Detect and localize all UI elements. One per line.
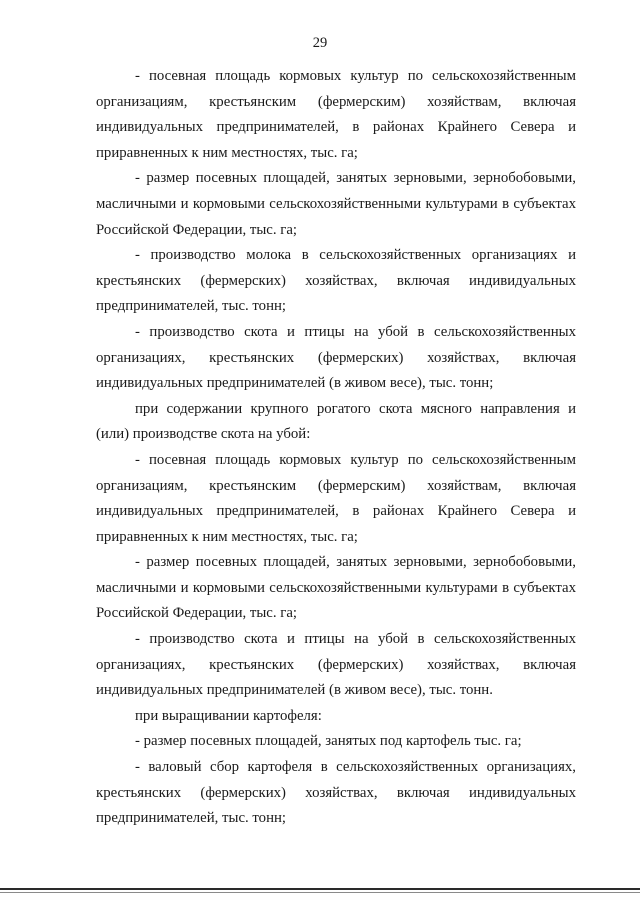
paragraph: - валовый сбор картофеля в сельскохозяйственных организациях, крестьянских (фермерских) хозяйствах, включая индивидуальных предпринимателей, тыс. тонн; [96,759,576,827]
paragraph: - производство скота и птицы на убой в сельскохозяйственных организациях, крестьянских (фермерских) хозяйствах, включая индивидуальных предпринимателей (в живом весе), тыс. тонн; [96,323,576,392]
paragraph: - производство молока в сельскохозяйственных организациях и крестьянских (фермерских) хозяйствах, включая индивидуальных предпринимателей, тыс. тонн; [96,247,576,315]
page-bottom-edge [0,888,640,890]
document-body [96,64,576,832]
page-number: 29 [312,35,328,51]
paragraph: при содержании крупного рогатого скота мясного направления и (или) производстве скота на убой: [96,400,576,443]
paragraph: - посевная площадь кормовых культур по сельскохозяйственным организациям, крестьянским (фермерским) хозяйствам, включая индивидуальных предпринимателей, в районах Крайнего Севера и приравненных к ним местностях, тыс. га; [96,451,576,545]
paragraph: при выращивании картофеля: [135,707,322,724]
paragraph: - размер посевных площадей, занятых под картофель тыс. га; [135,733,522,750]
paragraph: - размер посевных площадей, занятых зерновыми, зернобобовыми, масличными и кормовыми сельскохозяйственными культурами в субъектах Российской Федерации, тыс. га; [96,554,576,622]
paragraph: - размер посевных площадей, занятых зерновыми, зернобобовыми, масличными и кормовыми сельскохозяйственными культурами в субъектах Российской Федерации, тыс. га; [96,170,576,238]
paragraph: - посевная площадь кормовых культур по сельскохозяйственным организациям, крестьянским (фермерским) хозяйствам, включая индивидуальных предпринимателей, в районах Крайнего Севера и приравненных к ним местностях, тыс. га; [96,68,576,161]
paragraph: - производство скота и птицы на убой в сельскохозяйственных организациях, крестьянских (фермерских) хозяйствах, включая индивидуальных предпринимателей (в живом весе), тыс. тонн. [96,631,576,699]
page-bottom-edge-shadow [0,892,640,893]
